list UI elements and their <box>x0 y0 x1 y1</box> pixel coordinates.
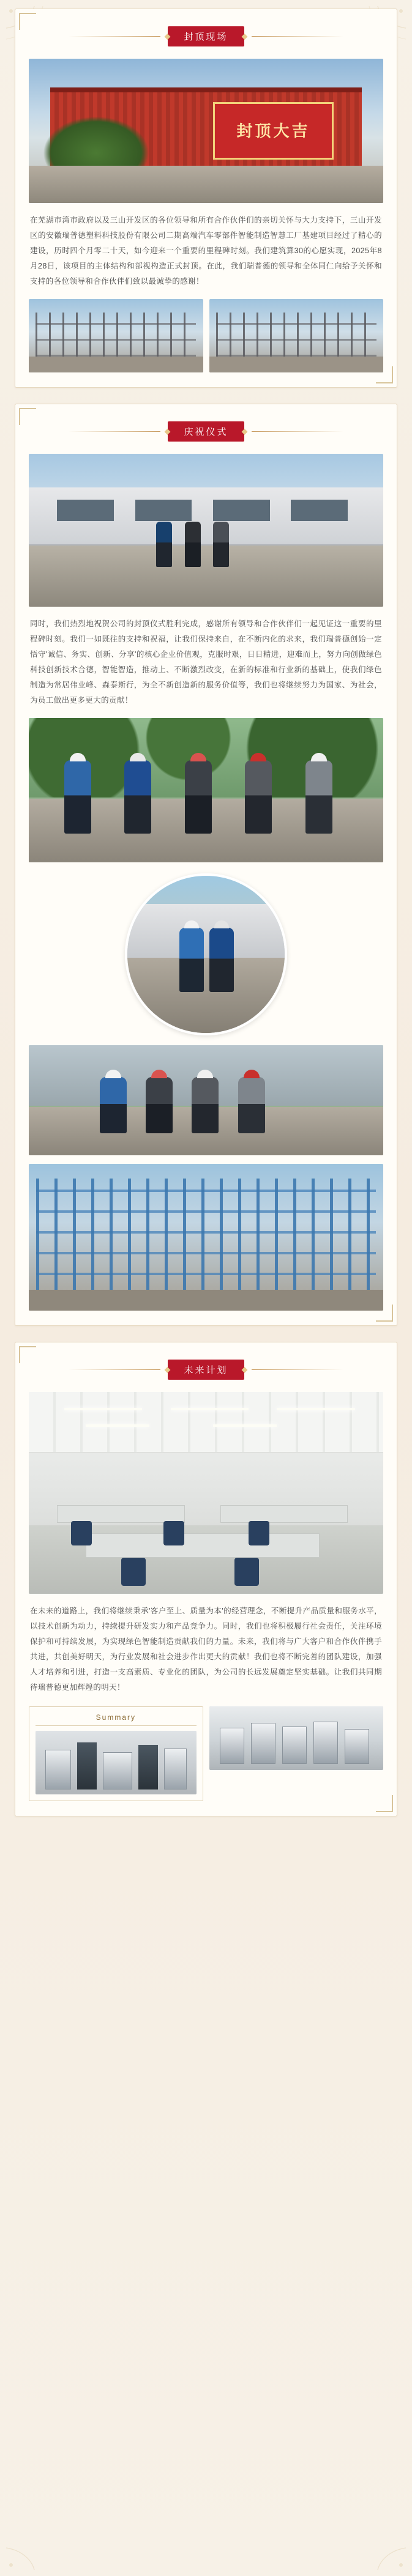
ceiling-light <box>171 1408 249 1410</box>
road-area <box>127 958 285 1033</box>
corner-flourish-icon <box>4 2499 77 2572</box>
machine-unit <box>138 1745 158 1790</box>
machine-unit <box>345 1729 369 1763</box>
ground-area <box>209 357 384 372</box>
summary-label: Summary <box>36 1713 197 1726</box>
section-title-future-plan: 未来计划 <box>168 1360 244 1380</box>
section-celebration <box>15 404 397 1326</box>
office-chair <box>234 1558 259 1586</box>
section-topping-out <box>15 9 397 388</box>
ceiling-area <box>29 1392 383 1453</box>
blue-scaffolding-photo <box>29 1164 383 1311</box>
factory-window <box>213 500 270 521</box>
office-chair <box>163 1521 184 1545</box>
person-figure <box>156 522 172 567</box>
steel-frame-photo-left <box>29 299 203 372</box>
title-rule-left <box>69 431 160 432</box>
section-body-future-plan: 在未来的道路上，我们将继续秉承'客户至上、质量为本'的经营理念，不断提升产品质量和服务水平，以技术创新为动力，持续提升研发实力和产品竞争力。同时，我们也将积极履行社会责任，关注环境保护和可持续发展，为实现绿色智能制造贡献我们的力量。未来，我们将与广大客户和合作伙伴携手共进，共创美好明天，为行业发展和社会进步作出更大的贡献！我们也将不断完善的团队建设，加强人才培养和引进，打造一支高素质、专业化的团队，为公司的长远发展奠定坚实基础。让我们共同期待瑞普德更加辉煌的明天！ <box>30 1607 382 1692</box>
building-facade <box>127 904 285 957</box>
machine-unit <box>103 1752 132 1789</box>
section-body-topping-out: 在芜湖市湾市政府以及三山开发区的各位领导和所有合作伙伴们的亲切关怀与大力支持下，三山开发区的安徽瑞普德塑料科技股份有限公司二期高端汽车零部件智能制造智慧工厂基建项目经过了精心的建设，历时四个月零二十天，如今迎来一个重要的里程碑时刻。我们建筑算30的心愿实现，2025年8月28日，该项目的主体结构和部视构造正式封顶。在此，我们瑞普德的领导和全体同仁向给予关怀和支持的各位领导和合作伙伴们致以最诚挚的感谢！ <box>30 216 382 286</box>
team-photo-at-site <box>29 1045 383 1155</box>
production-line-photo <box>209 1706 383 1770</box>
ceiling-light <box>277 1408 354 1410</box>
ground-area <box>29 357 203 372</box>
person-figure <box>146 1077 173 1133</box>
road-area <box>29 546 383 607</box>
machine-unit <box>251 1723 275 1764</box>
ceiling-light <box>213 1424 277 1427</box>
title-rule-left <box>69 1369 160 1370</box>
person-figure <box>100 1077 127 1133</box>
title-rule-left <box>69 36 160 37</box>
factory-window <box>57 500 114 521</box>
section-future-plan <box>15 1342 397 1816</box>
title-rule-right <box>252 1369 343 1370</box>
person-figure <box>209 928 234 992</box>
section-header <box>29 421 383 442</box>
person-figure <box>185 522 201 567</box>
banner-sign <box>213 102 334 160</box>
title-rule-right <box>252 36 343 37</box>
photo-row-summary <box>29 1706 383 1801</box>
office-interior-photo <box>29 1392 383 1594</box>
summary-card <box>29 1706 203 1801</box>
banner-text-line2: 大吉 <box>273 121 310 140</box>
person-figure <box>64 760 91 834</box>
ceiling-light <box>64 1408 142 1410</box>
section-header <box>29 1360 383 1380</box>
factory-window <box>135 500 192 521</box>
steel-frame-structure <box>36 313 196 357</box>
ceiling-light <box>86 1424 149 1427</box>
person-figure <box>238 1077 265 1133</box>
office-desk <box>86 1533 320 1558</box>
steel-frame-photo-right <box>209 299 384 372</box>
title-rule-right <box>252 431 343 432</box>
person-figure <box>124 760 151 834</box>
machine-unit <box>45 1750 71 1789</box>
machine-unit <box>77 1742 97 1790</box>
section-header <box>29 26 383 46</box>
factory-window <box>291 500 348 521</box>
person-figure <box>185 760 212 834</box>
two-people-circle-photo <box>125 873 287 1035</box>
section-title-celebration: 庆祝仪式 <box>168 421 244 442</box>
office-chair <box>121 1558 146 1586</box>
person-figure <box>305 760 332 834</box>
office-desk <box>220 1505 348 1523</box>
ground-area <box>29 1290 383 1311</box>
machine-unit <box>220 1728 244 1763</box>
section-body-celebration: 同时，我们热烈地祝贺公司的封顶仪式胜利完成，感谢所有领导和合作伙伴们一起见证这一重要的里程碑时刻。我们一如既往的支持和祝福，让我们保持来自，在不断内化的求来，我们瑞普德创始一定悟守'诚信、务实、创新、分享'的核心企业价值观，克服时艰，日日精进，迎难而上，努力向创做绿色科技创新技术合德，智能智造，推动上、不断激烈改变，在新的标准和行业新的基础上，使我们绿色制造为常居伟业峰、森泰斯行，为全不新创造新的服务价值等，我们也将继续努力为国家、为社会，为员工做出更多更大的贡献！ <box>30 620 382 705</box>
photo-row-steel-frames <box>29 299 383 372</box>
machine-unit <box>164 1749 187 1790</box>
office-chair <box>249 1521 269 1545</box>
office-desk <box>57 1505 184 1523</box>
machine-unit <box>313 1722 338 1764</box>
machinery-summary-photo <box>36 1731 197 1794</box>
person-figure <box>213 522 229 567</box>
machine-unit <box>282 1727 307 1763</box>
factory-exterior-group-photo <box>29 454 383 607</box>
office-chair <box>71 1521 92 1545</box>
five-people-group-photo <box>29 718 383 862</box>
corner-flourish-icon <box>335 2499 408 2572</box>
topping-out-banner-photo <box>29 59 383 203</box>
scaffolding-structure <box>36 1179 376 1296</box>
section-title-topping-out: 封顶现场 <box>168 26 244 46</box>
banner-text-line1: 封顶 <box>236 121 274 140</box>
person-figure <box>245 760 272 834</box>
person-figure <box>192 1077 219 1133</box>
person-figure <box>179 928 204 992</box>
steel-frame-structure <box>216 313 376 357</box>
ground-area <box>29 166 383 203</box>
